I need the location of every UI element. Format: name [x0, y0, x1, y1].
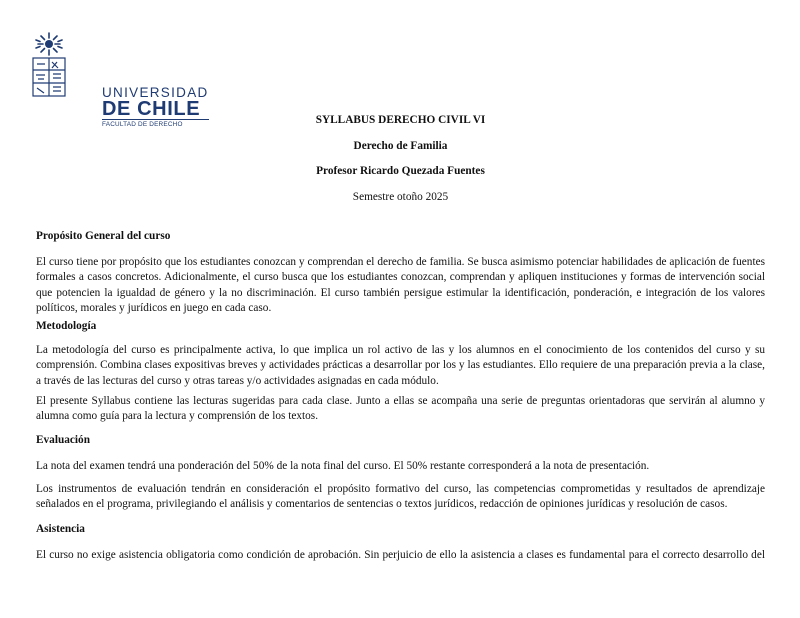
paragraph-proposito: El curso tiene por propósito que los estudiantes conozcan y comprendan el derecho de familia. Se busca asimismo potenciar habilidades de aplicación de fuentes formales a casos concretos. Adicionalmente, el curso busca que los estudiantes conozcan, comprendan y apliquen instituciones y formas de intervención social que potencien la igualdad de género y la no discriminación. El curso también persigue estimular la identificación, ponderación, e integración de los valores políticos, morales y jurídicos en juego en cada caso. [36, 256, 765, 315]
paragraph-evaluacion-2: Los instrumentos de evaluación tendrán en consideración el propósito formativo del curso, las competencias comprometidas y resultados de aprendizaje señalados en el programa, privilegiando el análisis y comentarios de sentencias o textos jurídicos, redacción de opiniones jurídicas y resolución de casos. [36, 483, 765, 511]
logo-line-chile: DE CHILE [102, 98, 201, 120]
heading-asistencia: Asistencia [36, 523, 85, 535]
document-title: SYLLABUS DERECHO CIVIL VI [315, 114, 486, 126]
paragraph-asistencia: El curso no exige asistencia obligatoria como condición de aprobación. Sin perjuicio de ello la asistencia a clases es fundamental para el correcto desarrollo del [36, 549, 765, 561]
paragraph-metodologia-2: El presente Syllabus contiene las lecturas sugeridas para cada clase. Junto a ellas se acompaña una serie de preguntas orientadoras que servirán al alumno y alumna como guía para la lectura y comprensión de los textos. [36, 395, 765, 423]
document-subtitle: Derecho de Familia [353, 140, 448, 152]
logo-line-faculty: FACULTAD DE DERECHO [102, 119, 209, 129]
paragraph-metodologia-1: La metodología del curso es principalmente activa, lo que implica un rol activo de las y los alumnos en el conocimiento de los contenidos del curso y su comprensión. Combina clases expositivas breves y actividades prácticas a desarrollar por los y las estudiantes. Ello requiere de una preparación previa a la clase, a través de las lecturas del curso y otras tareas y/o actividades asignadas en cada módulo. [36, 344, 765, 387]
heading-evaluacion: Evaluación [36, 434, 90, 446]
professor-name: Profesor Ricardo Quezada Fuentes [316, 165, 485, 177]
university-seal-icon [30, 32, 70, 102]
semester-label: Semestre otoño 2025 [352, 191, 449, 203]
heading-proposito: Propósito General del curso [36, 230, 171, 242]
paragraph-evaluacion-1: La nota del examen tendrá una ponderación del 50% de la nota final del curso. El 50% restante corresponderá a la nota de presentación. [36, 460, 650, 472]
heading-metodologia: Metodología [36, 320, 97, 332]
university-logo [30, 32, 209, 128]
logo-line-university: UNIVERSIDAD [102, 85, 209, 100]
